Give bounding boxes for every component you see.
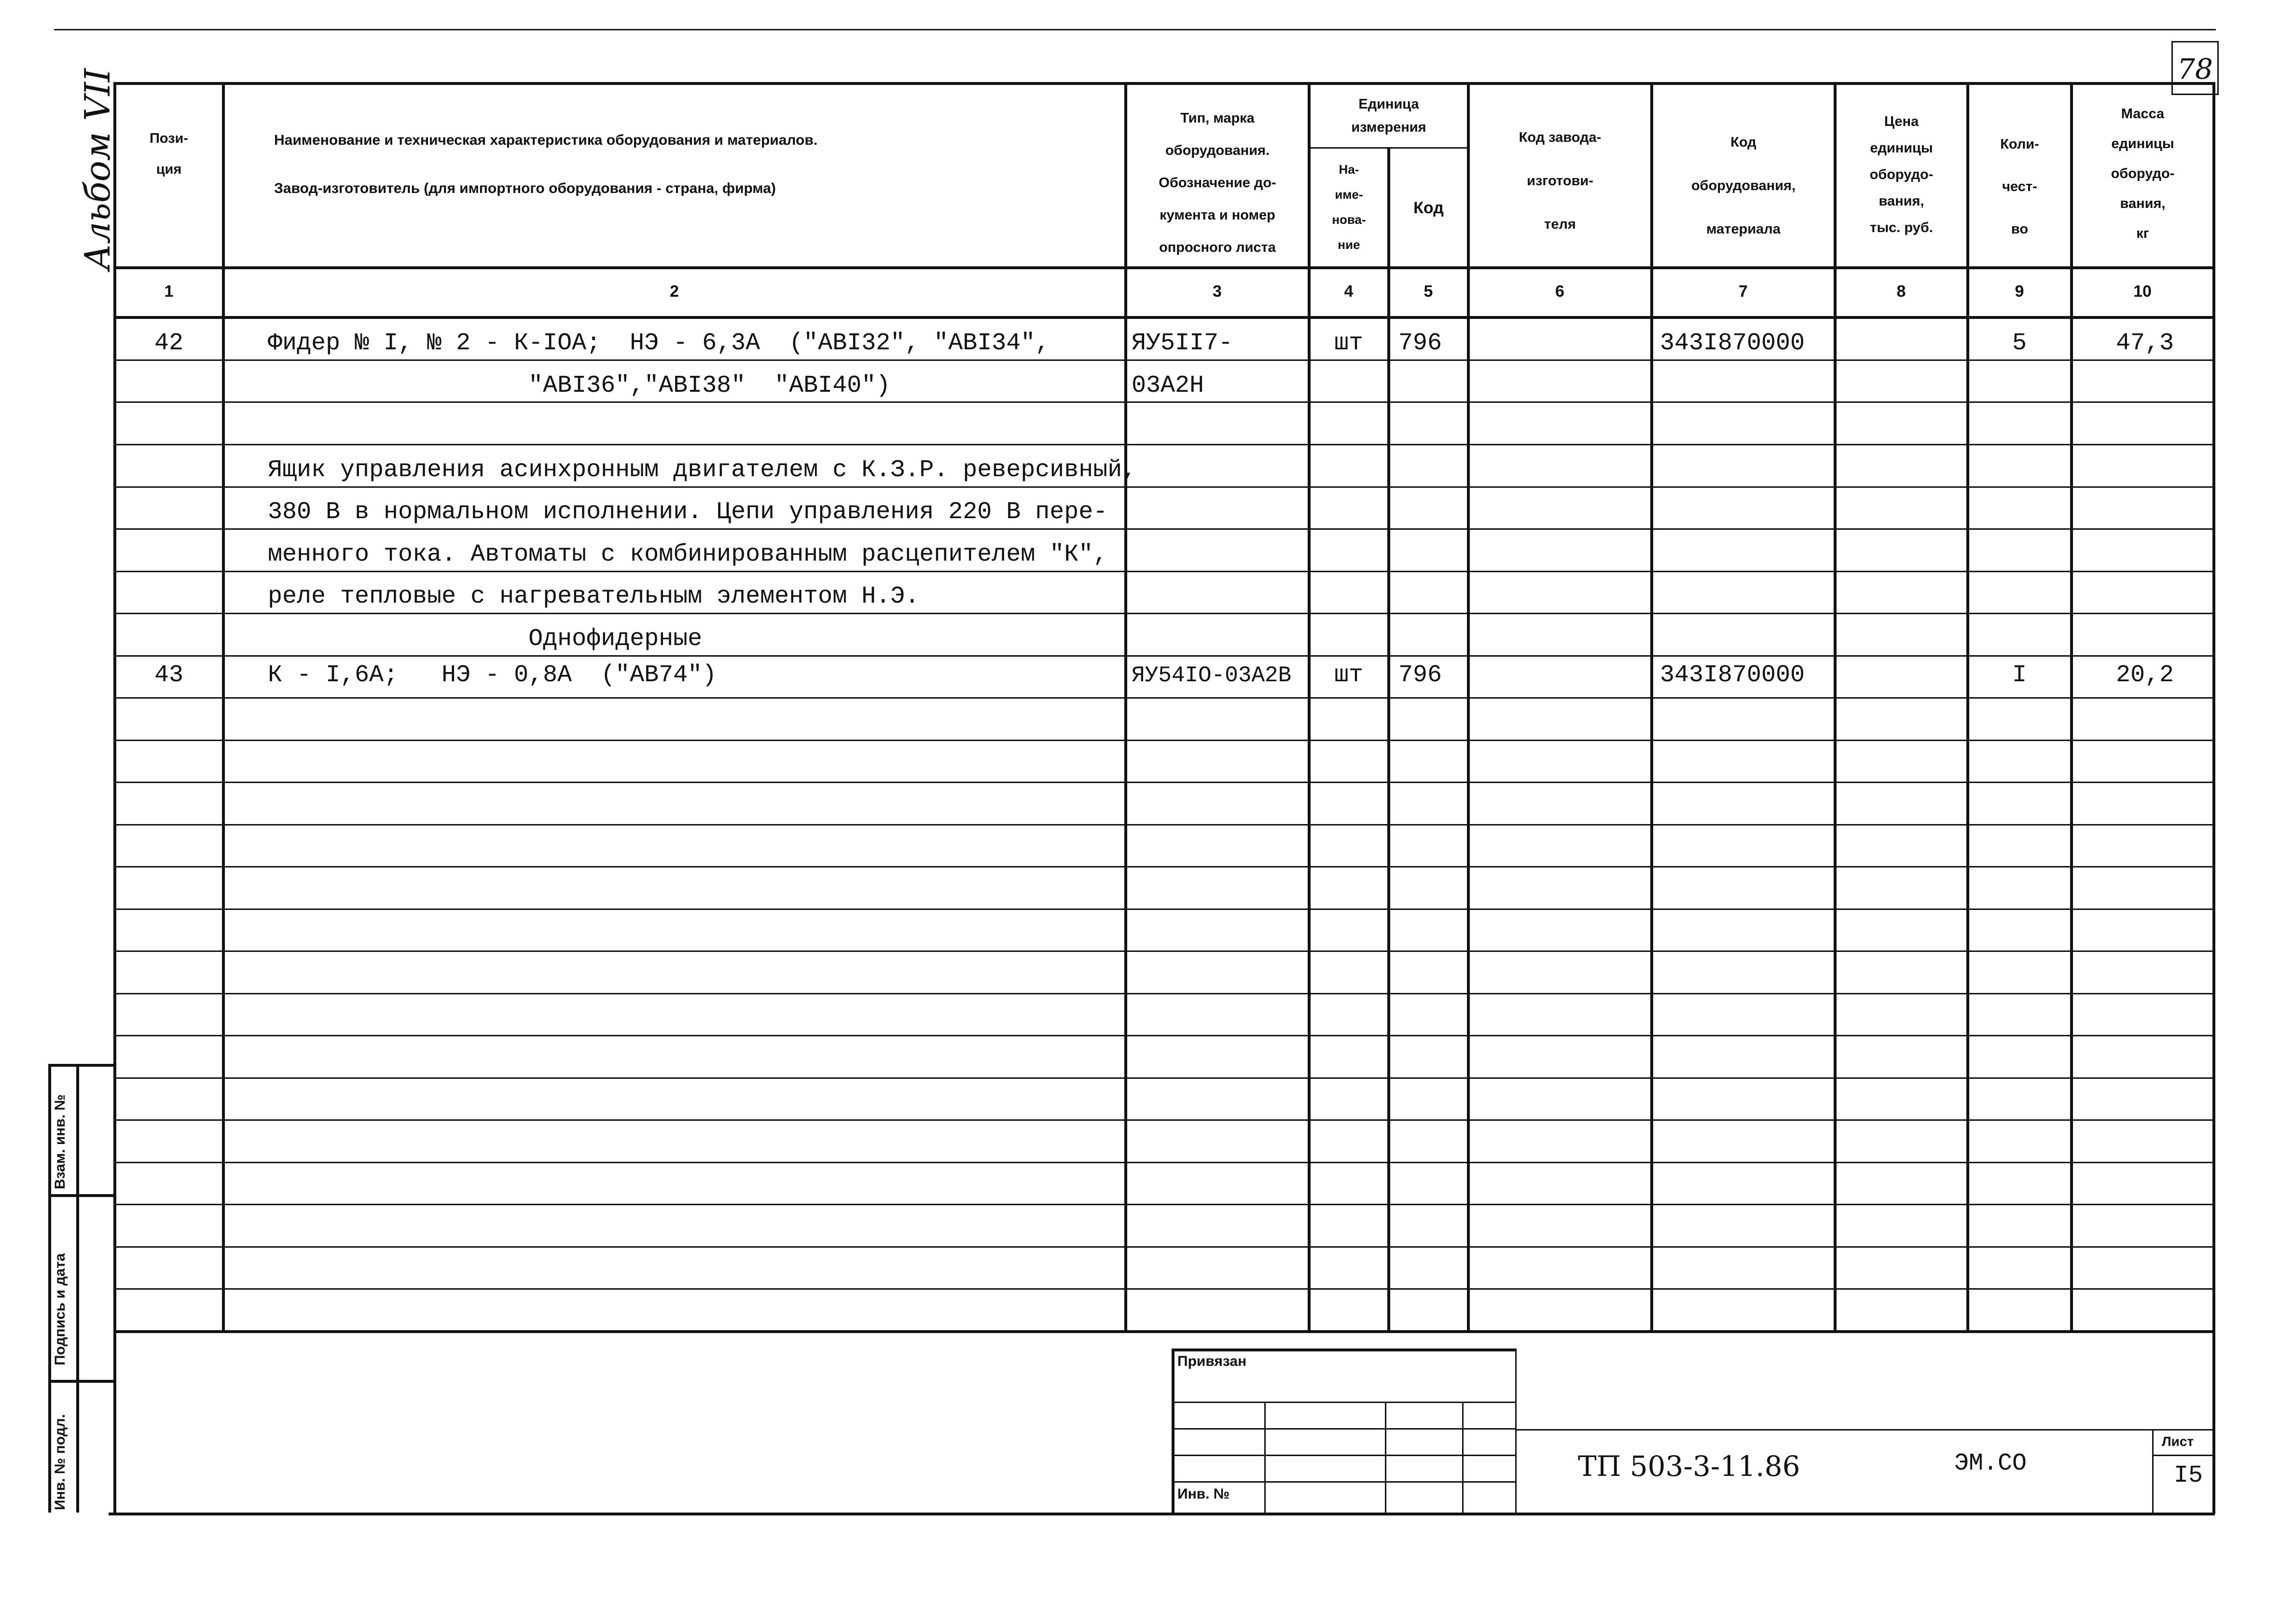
doc-number: ТП 503-3-11.86 xyxy=(1578,1450,1800,1483)
row-mass: 20,2 xyxy=(2116,661,2174,689)
col-divider-3 xyxy=(1308,82,1311,1332)
row-name: "АВI36","АВI38" "АВI40") xyxy=(268,372,891,399)
col-divider-6 xyxy=(1650,82,1653,1332)
margin-replace-inv: Взам. инв. № xyxy=(52,1094,68,1189)
col-divider-7 xyxy=(1834,82,1837,1332)
stamp-left xyxy=(1172,1349,1175,1513)
col-number: 2 xyxy=(670,282,679,301)
row-line xyxy=(115,486,2214,488)
row-line xyxy=(115,993,2214,994)
col-divider-8 xyxy=(1966,82,1969,1332)
row-type: 03А2Н xyxy=(1132,372,1204,399)
col-divider-2 xyxy=(1124,82,1127,1332)
stamp-top xyxy=(1172,1349,1517,1351)
frame-top xyxy=(115,82,2214,85)
row-unit-code: 796 xyxy=(1398,330,1442,357)
row-name: Ящик управления асинхронным двигателем с К.З.Р. реверсивный, xyxy=(268,456,1137,484)
frame-bottom xyxy=(109,1513,2215,1515)
stamp-right xyxy=(1515,1349,1517,1513)
row-type: ЯУ5II7- xyxy=(1132,330,1233,357)
col-divider-9 xyxy=(2070,82,2073,1332)
header-bottom xyxy=(115,266,2214,269)
stamp-inv-label: Инв. № xyxy=(1177,1486,1230,1502)
row-quantity: 5 xyxy=(2012,330,2027,357)
stamp-col xyxy=(1462,1402,1464,1513)
top-rule xyxy=(54,29,2216,30)
header-type: Тип, марка оборудования. Обозначение до- кумента и номер опросного листа xyxy=(1159,110,1276,255)
row-line xyxy=(115,1246,2214,1248)
title-block-top xyxy=(1517,1429,2214,1431)
row-line xyxy=(115,1162,2214,1163)
header-position: Пози- ция xyxy=(149,131,189,177)
frame-right xyxy=(2212,82,2215,1514)
col-number: 7 xyxy=(1739,282,1748,301)
margin-left-border xyxy=(48,1064,51,1513)
col-number: 4 xyxy=(1344,282,1354,301)
row-equipment-code: 343I870000 xyxy=(1660,330,1805,357)
stamp-row xyxy=(1172,1428,1517,1430)
row-line xyxy=(115,950,2214,952)
sheet-label: Лист xyxy=(2162,1434,2194,1449)
row-line xyxy=(115,1204,2214,1205)
doc-code: ЭМ.СО xyxy=(1954,1450,2027,1477)
album-label: Альбом VII xyxy=(77,68,118,270)
row-line xyxy=(115,866,2214,867)
col-number: 1 xyxy=(164,282,174,301)
row-position: 42 xyxy=(154,330,183,357)
stamp-row xyxy=(1172,1402,1517,1403)
top-sheet-number: 78 xyxy=(2171,41,2219,95)
row-line xyxy=(115,401,2214,403)
col-number: 5 xyxy=(1423,282,1433,301)
row-mass: 47,3 xyxy=(2116,330,2174,357)
col-number: 6 xyxy=(1555,282,1564,301)
header-name-line1: Наименование и техническая характеристика оборудования и материалов. xyxy=(274,132,818,148)
row-line xyxy=(115,571,2214,572)
row-position: 43 xyxy=(154,661,183,689)
header-name-line2: Завод-изготовитель (для импортного оборудования - страна, фирма) xyxy=(274,180,776,196)
header-unit-group: Единица измерения xyxy=(1351,96,1426,135)
header-price: Цена единицы оборудо- вания, тыс. руб. xyxy=(1869,114,1934,235)
table-bottom xyxy=(115,1330,2214,1333)
stamp-row xyxy=(1172,1455,1517,1456)
header-plant-code: Код завода- изготови- теля xyxy=(1519,130,1602,232)
row-name: Фидер № I, № 2 - К-IOA; НЭ - 6,3А ("АВI32", "АВI34", xyxy=(268,330,1050,357)
row-line xyxy=(115,1288,2214,1290)
header-unit-code: Код xyxy=(1413,199,1444,217)
margin-line xyxy=(48,1194,115,1197)
header-quantity: Коли- чест- во xyxy=(2000,137,2039,237)
row-line xyxy=(115,613,2214,614)
row-unit-code: 796 xyxy=(1398,661,1442,689)
stamp-bound-label: Привязан xyxy=(1177,1353,1247,1369)
row-line xyxy=(115,444,2214,445)
col-number: 3 xyxy=(1213,282,1222,301)
row-unit: шт xyxy=(1334,661,1363,689)
margin-sign-date: Подпись и дата xyxy=(52,1253,68,1365)
row-line xyxy=(115,1077,2214,1079)
row-line xyxy=(115,824,2214,826)
col-divider-5 xyxy=(1467,82,1470,1332)
header-unit-name: На- име- нова- ние xyxy=(1332,162,1366,252)
col-divider-1 xyxy=(222,82,225,1332)
margin-inv-orig: Инв. № подл. xyxy=(52,1414,68,1510)
margin-line xyxy=(48,1064,115,1067)
col-number: 8 xyxy=(1896,282,1906,301)
row-line xyxy=(115,655,2214,657)
row-quantity: I xyxy=(2012,661,2027,689)
row-name: менного тока. Автоматы с комбинированным расцепителем "К", xyxy=(268,541,1108,568)
row-name: К - I,6А; НЭ - 0,8А ("АВ74") xyxy=(268,661,717,689)
unit-group-divider xyxy=(1309,147,1468,149)
stamp-row xyxy=(1172,1481,1517,1483)
row-equipment-code: 343I870000 xyxy=(1660,661,1805,689)
row-name: Однофидерные xyxy=(268,625,703,653)
row-type: ЯУ54IO-03А2В xyxy=(1132,663,1292,688)
row-line xyxy=(115,359,2214,361)
row-line xyxy=(115,740,2214,741)
row-line xyxy=(115,782,2214,783)
col-number: 9 xyxy=(2015,282,2024,301)
row-line xyxy=(115,697,2214,699)
row-name: 380 В в нормальном исполнении. Цепи управления 220 В пере- xyxy=(268,498,1108,526)
margin-inner-border xyxy=(76,1064,79,1513)
margin-line xyxy=(48,1380,115,1383)
row-name: реле тепловые с нагревательным элементом Н.Э. xyxy=(268,583,920,610)
sheet-box-left xyxy=(2152,1429,2154,1513)
colnum-bottom xyxy=(115,316,2214,319)
row-line xyxy=(115,528,2214,530)
col-number: 10 xyxy=(2133,282,2152,301)
row-unit: шт xyxy=(1334,330,1363,357)
sheet-value: I5 xyxy=(2174,1462,2203,1489)
stamp-col xyxy=(1264,1402,1266,1513)
row-line xyxy=(115,1035,2214,1036)
header-equipment-code: Код оборудования, материала xyxy=(1691,135,1796,237)
stamp-col xyxy=(1385,1402,1386,1513)
header-mass: Масса единицы оборудо- вания, кг xyxy=(2111,106,2175,241)
sheet-box-divider xyxy=(2152,1455,2214,1456)
row-line xyxy=(115,908,2214,910)
row-line xyxy=(115,1119,2214,1121)
